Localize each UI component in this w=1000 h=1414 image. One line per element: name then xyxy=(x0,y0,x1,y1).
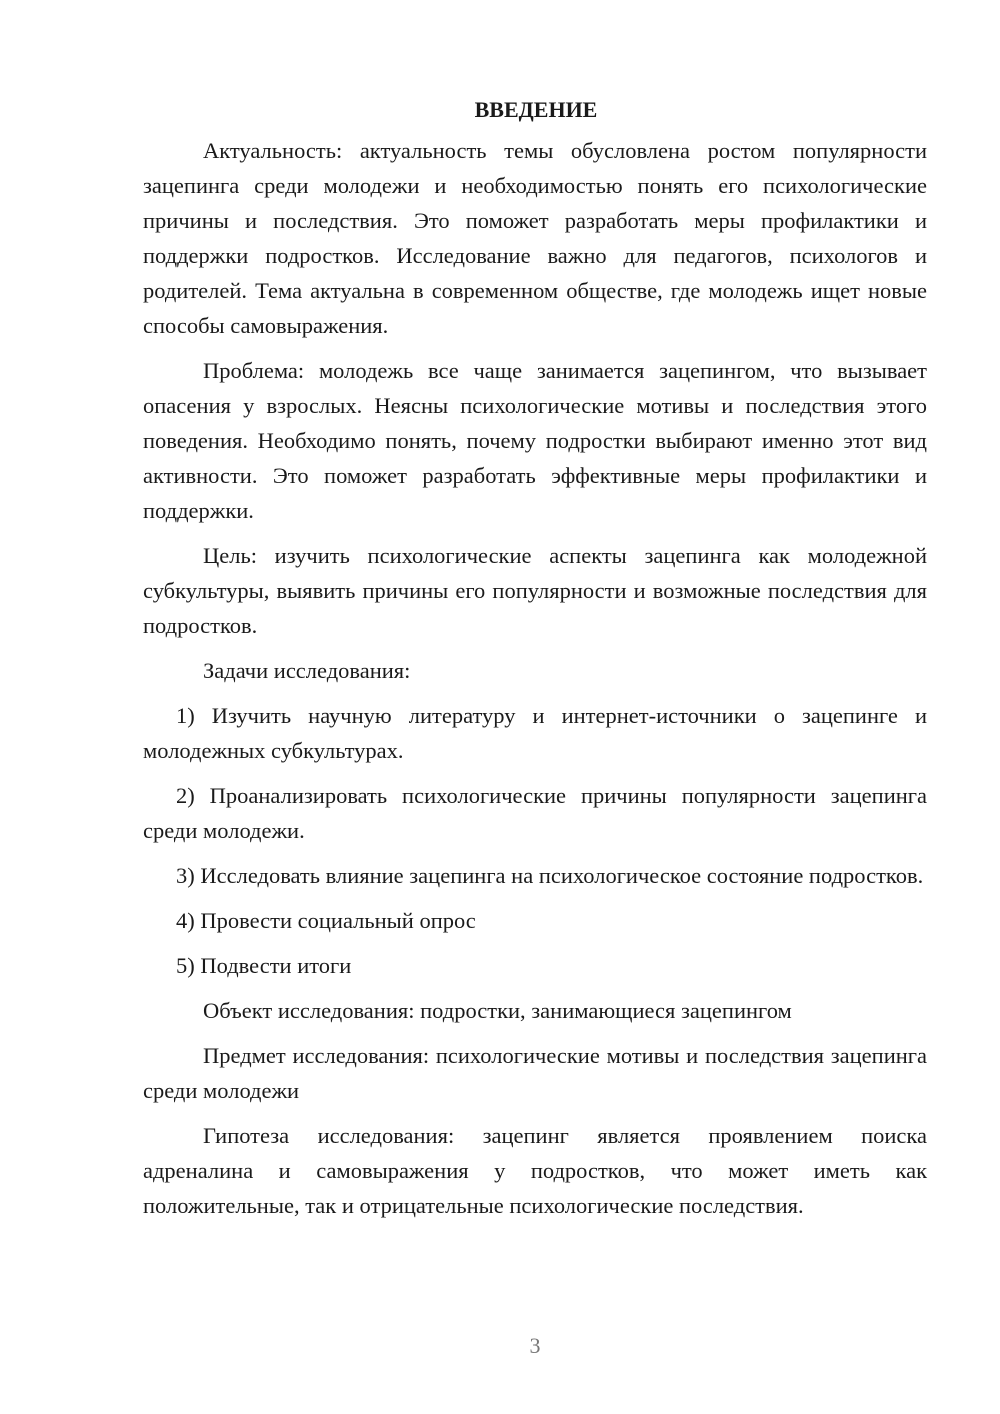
task-item-2: 2) Проанализировать психологические причины популярности зацепинга среди молодежи. xyxy=(143,783,927,843)
object-paragraph: Объект исследования: подростки, занимающиеся зацепингом xyxy=(203,998,792,1023)
task-item-5: 5) Подвести итоги xyxy=(176,953,352,978)
hypothesis-paragraph: Гипотеза исследования: зацепинг является проявлением поиска адреналина и самовыражения у подростков, что может иметь как положительные, так и отрицательные психологические последствия. xyxy=(143,1123,927,1218)
page-content xyxy=(143,92,927,1233)
problem-paragraph: Проблема: молодежь все чаще занимается зацепингом, что вызывает опасения у взрослых. Неясны психологические мотивы и последствия этого поведения. Необходимо понять, почему подростки выбирают именно этот вид активности. Это поможет разработать эффективные меры профилактики и поддержки. xyxy=(143,358,927,523)
task-item-1: 1) Изучить научную литературу и интернет-источники о зацепинге и молодежных субкультурах. xyxy=(143,703,927,763)
subject-paragraph: Предмет исследования: психологические мотивы и последствия зацепинга среди молодежи xyxy=(143,1043,927,1103)
relevance-paragraph: Актуальность: актуальность темы обусловлена ростом популярности зацепинга среди молодежи и необходимостью понять его психологические причины и последствия. Это поможет разработать меры профилактики и поддержки подростков. Исследование важно для педагогов, психологов и родителей. Тема актуальна в современном обществе, где молодежь ищет новые способы самовыражения. xyxy=(143,138,927,338)
page-number: 3 xyxy=(529,1333,541,1358)
page-title: ВВЕДЕНИЕ xyxy=(474,97,598,122)
task-item-4: 4) Провести социальный опрос xyxy=(176,908,476,933)
tasks-heading: Задачи исследования: xyxy=(203,658,411,683)
task-item-3: 3) Исследовать влияние зацепинга на психологическое состояние подростков. xyxy=(176,863,924,888)
goal-paragraph: Цель: изучить психологические аспекты зацепинга как молодежной субкультуры, выявить причины его популярности и возможные последствия для подростков. xyxy=(143,543,927,638)
